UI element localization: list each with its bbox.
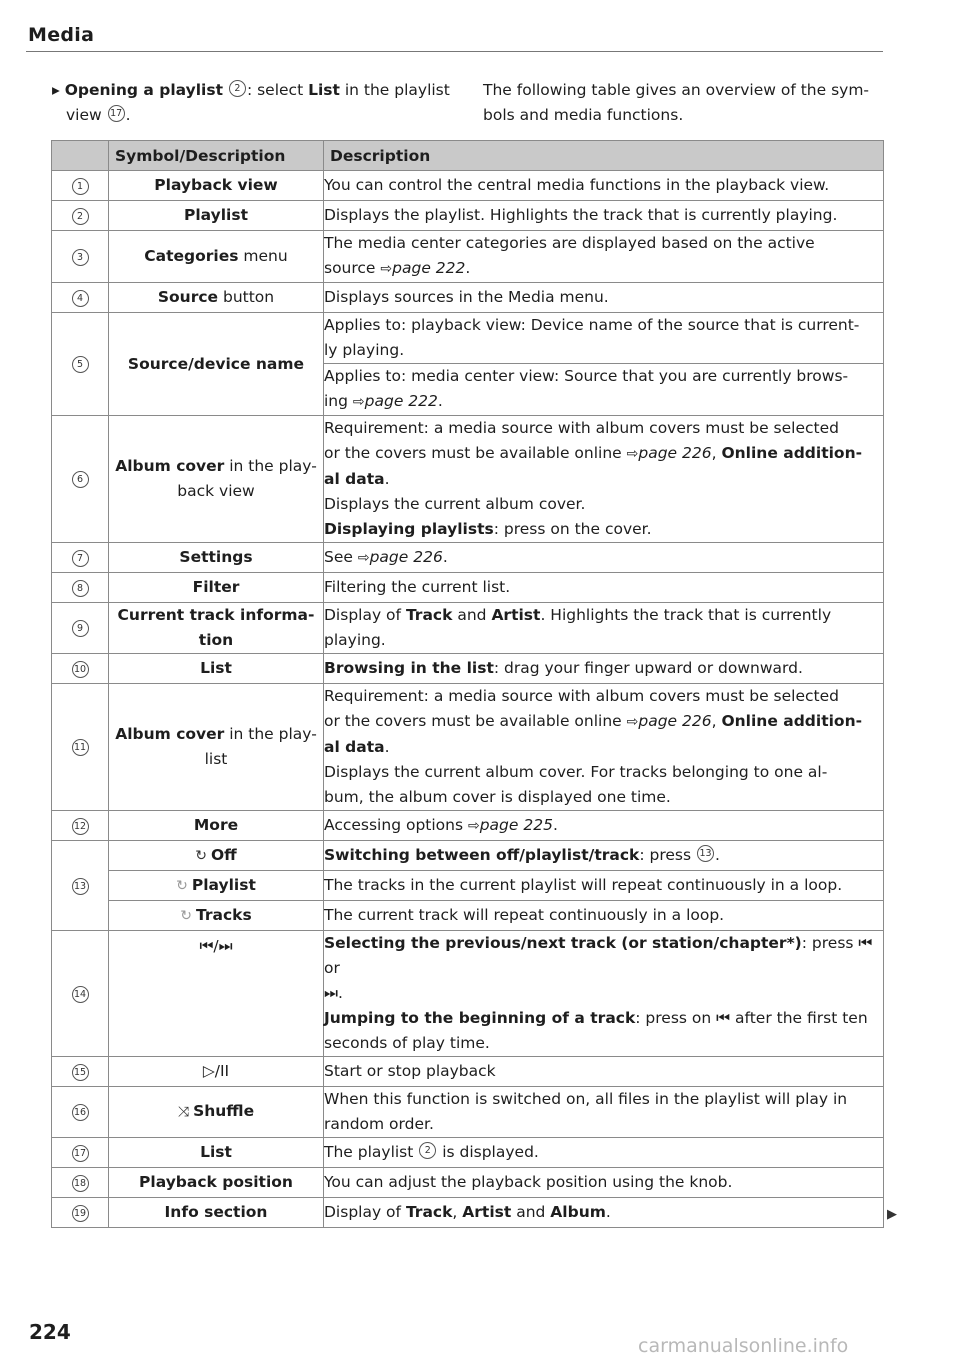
table-row xyxy=(52,931,884,1057)
page-link[interactable]: page 222 xyxy=(364,392,438,410)
desc-text: random order. xyxy=(324,1115,434,1133)
desc-text: seconds of play time. xyxy=(324,1034,490,1052)
symbol-label: Shuffle xyxy=(193,1102,255,1120)
table-row xyxy=(52,1138,884,1168)
arrow-icon: ⇨ xyxy=(626,714,639,730)
desc-text: and xyxy=(452,606,492,624)
desc-text: , xyxy=(711,712,722,730)
desc-text: or the covers must be available online xyxy=(324,444,627,462)
symbol-suffix: list xyxy=(204,750,228,768)
row-number: 6 xyxy=(72,471,89,488)
row-number: 7 xyxy=(72,550,89,567)
description xyxy=(324,654,884,684)
description xyxy=(324,1087,884,1138)
symbol-suffix: button xyxy=(218,288,275,306)
symbol-label: Off xyxy=(211,845,237,864)
description xyxy=(324,811,884,841)
symbol-suffix: back view xyxy=(177,482,255,500)
bullet-icon: ▸ xyxy=(52,81,60,99)
desc-text: . xyxy=(605,1203,611,1221)
arrow-icon: ⇨ xyxy=(626,446,639,462)
row-number: 12 xyxy=(72,818,89,835)
table-row xyxy=(52,573,884,603)
description: Displays sources in the Media menu. xyxy=(324,283,884,313)
table-row xyxy=(52,603,884,654)
ref-number-2: 2 xyxy=(419,1142,436,1159)
symbol-suffix: in the play- xyxy=(224,725,317,743)
row-number: 5 xyxy=(72,356,89,373)
ref-number-17: 17 xyxy=(108,105,125,122)
desc-text: source xyxy=(324,259,381,277)
desc-text: The playlist xyxy=(324,1143,419,1161)
symbol-suffix: menu xyxy=(238,247,288,265)
intro-overview xyxy=(483,78,893,128)
description: Displays the playlist. Highlights the track that is currently playing. xyxy=(324,201,884,231)
desc-text: playing. xyxy=(324,631,386,649)
section-link[interactable]: Online addition- xyxy=(721,712,863,730)
prev-next-icon: ⏮/⏭ xyxy=(199,937,233,955)
header-cell-symbol: Symbol/Description xyxy=(109,141,324,171)
desc-text: Requirement: a media source with album covers must be selected xyxy=(324,419,839,437)
desc-text: ⏭. xyxy=(324,984,343,1002)
desc-text: . xyxy=(437,392,443,410)
desc-text: bum, the album cover is displayed one time. xyxy=(324,788,671,806)
desc-text: . xyxy=(715,846,720,864)
desc-bold: Track xyxy=(405,606,453,624)
symbol-suffix: in the play- xyxy=(224,457,317,475)
description xyxy=(324,841,884,871)
description: The current track will repeat continuously in a loop. xyxy=(324,901,884,931)
desc-bold: Artist xyxy=(462,1203,512,1221)
header-cell-description: Description xyxy=(324,141,884,171)
page-link[interactable]: page 226 xyxy=(638,712,712,730)
symbol-label: Source/device name xyxy=(127,354,305,373)
header-divider xyxy=(26,51,883,52)
intro-line2: view xyxy=(66,106,107,124)
desc-text: Displays the current album cover. xyxy=(324,495,586,513)
desc-text: Requirement: a media source with album covers must be selected xyxy=(324,687,839,705)
desc-text: ly playing. xyxy=(324,341,405,359)
symbol-label: Playback position xyxy=(139,1173,293,1191)
desc-text: , xyxy=(711,444,722,462)
shuffle-icon: ⤨ xyxy=(177,1104,190,1120)
table-row xyxy=(52,901,884,931)
repeat-playlist-icon: ↻ xyxy=(176,877,188,894)
desc-text: : press ⏮ or xyxy=(324,934,873,977)
table-row xyxy=(52,543,884,573)
row-number: 10 xyxy=(72,661,89,678)
page-link[interactable]: page 226 xyxy=(369,547,443,566)
repeat-off-icon: ↻ xyxy=(195,847,207,864)
desc-text: : drag your finger upward or downward. xyxy=(493,659,803,677)
desc-text: : press on the cover. xyxy=(493,520,652,538)
desc-bold: Artist xyxy=(491,606,541,624)
symbol-label: Album cover xyxy=(115,725,225,743)
desc-text: . xyxy=(384,470,390,488)
intro-text-end: in the playlist xyxy=(339,81,450,99)
symbol-label: More xyxy=(193,816,239,834)
row-number: 18 xyxy=(72,1175,89,1192)
symbol-label: Playlist xyxy=(191,875,256,894)
table-row xyxy=(52,283,884,313)
desc-bold: Album xyxy=(550,1203,606,1221)
row-number: 9 xyxy=(72,620,89,637)
desc-text: . xyxy=(442,547,448,566)
row-number: 8 xyxy=(72,580,89,597)
symbols-table xyxy=(51,140,884,1228)
desc-bold: Jumping to the beginning of a track xyxy=(324,1009,636,1027)
row-number: 13 xyxy=(72,878,89,895)
arrow-icon: ⇨ xyxy=(467,817,480,834)
desc-bold: Browsing in the list xyxy=(324,659,494,677)
symbol-label: Categories xyxy=(144,247,239,265)
page-link[interactable]: page 225 xyxy=(479,815,553,834)
description xyxy=(324,603,884,654)
desc-text: and xyxy=(511,1203,551,1221)
table-row xyxy=(52,201,884,231)
page-number: 224 xyxy=(29,1320,71,1344)
desc-text: Display of xyxy=(324,1203,406,1221)
desc-text: . xyxy=(384,738,390,756)
desc-text: is displayed. xyxy=(437,1143,539,1161)
symbol-label: Album cover xyxy=(115,457,225,475)
intro-bold-list: List xyxy=(308,81,340,99)
desc-text: When this function is switched on, all files in the playlist will play in xyxy=(324,1090,848,1108)
desc-text: Display of xyxy=(324,606,406,624)
desc-bold: Switching between off/playlist/track xyxy=(324,846,640,864)
arrow-icon: ⇨ xyxy=(380,261,393,277)
description: Filtering the current list. xyxy=(324,573,884,603)
desc-text: Displays the current album cover. For tracks belonging to one al- xyxy=(324,763,828,781)
symbol-label: Current track informa- xyxy=(117,606,315,624)
intro-text: : select xyxy=(246,81,309,99)
page-section-title: Media xyxy=(28,24,95,46)
description xyxy=(324,416,884,543)
overview-line1: The following table gives an overview of the sym- xyxy=(483,81,870,99)
desc-text: : press xyxy=(639,846,696,864)
row-number: 14 xyxy=(72,986,89,1003)
row-number: 19 xyxy=(72,1205,89,1222)
arrow-icon: ⇨ xyxy=(352,394,365,410)
description: Start or stop playback xyxy=(324,1057,884,1087)
page-link[interactable]: page 222 xyxy=(392,259,466,277)
desc-text: See xyxy=(324,547,358,566)
row-number: 3 xyxy=(72,249,89,266)
table-row xyxy=(52,231,884,283)
description xyxy=(324,684,884,811)
symbol-label: Playlist xyxy=(183,206,249,224)
table-row xyxy=(52,313,884,364)
row-number: 2 xyxy=(72,208,89,225)
table-row xyxy=(52,416,884,543)
description xyxy=(324,231,884,283)
table-row xyxy=(52,654,884,684)
description xyxy=(324,1198,884,1228)
table-row xyxy=(52,1198,884,1228)
table-row xyxy=(52,1168,884,1198)
description: The tracks in the current playlist will repeat continuously in a loop. xyxy=(324,871,884,901)
symbol-label: Source xyxy=(157,288,219,306)
table-row xyxy=(52,811,884,841)
description xyxy=(324,931,884,1057)
table-header-row xyxy=(52,141,884,171)
watermark: carmanualsonline.info xyxy=(638,1335,849,1357)
description xyxy=(324,313,884,364)
intro-bold: Opening a playlist xyxy=(64,81,223,99)
row-number: 11 xyxy=(72,739,89,756)
description xyxy=(324,1138,884,1168)
intro-line2-end: . xyxy=(125,106,131,124)
section-link[interactable]: al data xyxy=(324,738,385,756)
table-row xyxy=(52,1057,884,1087)
desc-bold: Track xyxy=(405,1203,453,1221)
symbol-label: Filter xyxy=(192,578,240,596)
arrow-icon: ⇨ xyxy=(357,549,370,566)
row-number: 16 xyxy=(72,1104,89,1121)
ref-number-2: 2 xyxy=(229,80,246,97)
row-number: 1 xyxy=(72,178,89,195)
description xyxy=(324,364,884,416)
symbol-label: Playback view xyxy=(154,176,278,194)
symbol-label: List xyxy=(200,1143,232,1161)
overview-line2: bols and media functions. xyxy=(483,106,684,124)
description xyxy=(324,543,884,573)
desc-text: Applies to: media center view: Source that you are currently brows- xyxy=(324,367,849,385)
play-pause-icon: ▷/II xyxy=(202,1062,230,1080)
header-cell-number xyxy=(52,141,109,171)
desc-text: Applies to: playback view: Device name of the source that is current- xyxy=(324,316,860,334)
desc-text: . Highlights the track that is currently xyxy=(540,606,832,624)
row-number: 17 xyxy=(72,1145,89,1162)
symbol-label: List xyxy=(200,659,232,677)
desc-text: : press on ⏮ after the first ten xyxy=(635,1009,868,1027)
table-row xyxy=(52,684,884,811)
desc-text: . xyxy=(552,815,558,834)
table-row xyxy=(52,171,884,201)
desc-text: Accessing options xyxy=(324,815,468,834)
symbol-label: tion xyxy=(198,631,234,649)
row-number: 15 xyxy=(72,1064,89,1081)
intro-instruction xyxy=(52,78,452,128)
desc-text: or the covers must be available online xyxy=(324,712,627,730)
table-row xyxy=(52,871,884,901)
continue-arrow-icon: ▶ xyxy=(887,1207,897,1222)
table-row xyxy=(52,1087,884,1138)
desc-text: The media center categories are displayed based on the active xyxy=(324,234,815,252)
row-number: 4 xyxy=(72,290,89,307)
table-row xyxy=(52,841,884,871)
ref-number-13: 13 xyxy=(697,845,714,862)
section-link[interactable]: Online addition- xyxy=(721,444,863,462)
desc-text: , xyxy=(452,1203,463,1221)
desc-text: ing xyxy=(324,392,353,410)
page-link[interactable]: page 226 xyxy=(638,444,712,462)
section-link[interactable]: al data xyxy=(324,470,385,488)
symbol-label: Tracks xyxy=(196,905,252,924)
symbol-label: Info section xyxy=(164,1203,268,1221)
desc-text: . xyxy=(465,259,471,277)
repeat-track-icon: ↻ xyxy=(180,907,193,924)
desc-bold: Displaying playlists xyxy=(324,520,494,538)
desc-bold: Selecting the previous/next track (or station/chapter*) xyxy=(324,934,802,952)
description: You can control the central media functions in the playback view. xyxy=(324,171,884,201)
description: You can adjust the playback position using the knob. xyxy=(324,1168,884,1198)
symbol-label: Settings xyxy=(179,548,253,566)
